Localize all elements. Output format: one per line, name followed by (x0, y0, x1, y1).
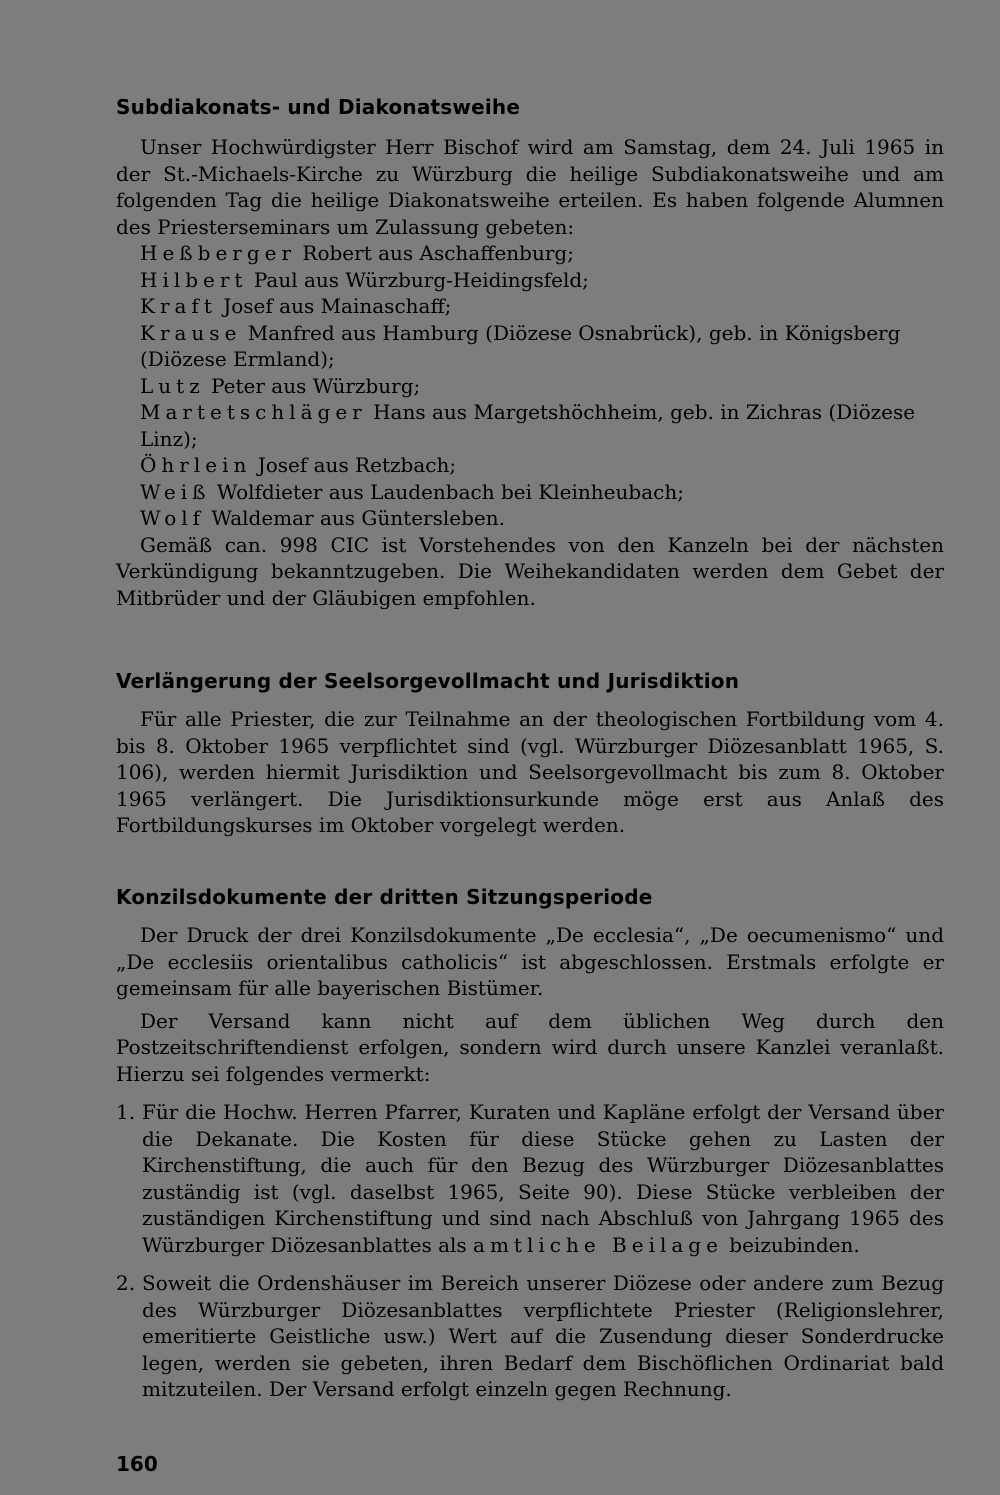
candidate-entry: Weiß Wolfdieter aus Laudenbach bei Kleinheubach; (140, 479, 684, 504)
list-item: 1. Für die Hochw. Herren Pfarrer, Kuraten und Kapläne erfolgt der Versand über die Dekanate. Die Kosten für diese Stücke gehen zu Lasten der Kirchenstiftung, die auch für den Bezug des Würzburger Diözesanblattes zuständig ist (vgl. daselbst 1965, Seite 90). Diese Stücke verbleiben der zuständigen Kirchenstiftung und sind nach Abschluß von Jahrgang 1965 des Würzburger Diözesanblattes als amtliche Beilage beizubinden. (116, 1100, 944, 1257)
intro-paragraph: Unser Hochwürdigster Herr Bischof wird am Samstag, dem 24. Juli 1965 in der St.-Michaels-Kirche zu Würzburg die heilige Subdiakonatsweihe und am folgenden Tag die heilige Diakonatsweihe erteilen. Es haben folgende Alumnen des Priesterseminars um Zulassung gebeten: (116, 135, 944, 239)
candidate-entry: Hilbert Paul aus Würzburg-Heidingsfeld; (140, 267, 589, 292)
candidate-entry: Krause Manfred aus Hamburg (Diözese Osnabrück), geb. in Königsberg (Diözese Ermland); (140, 320, 901, 371)
instruction-list (116, 1099, 944, 1403)
candidate-entry: Öhrlein Josef aus Retzbach; (140, 453, 457, 477)
page-number: 160 (116, 1452, 158, 1476)
section-council-documents (116, 884, 944, 1403)
council-paragraph-1: Der Druck der drei Konzilsdokumente „De ecclesia“, „De oecumenismo“ und „De ecclesiis orientalibus catholicis“ ist abgeschlossen. Erstmals erfolgte er gemeinsam für alle bayerischen Bistümer. (116, 923, 944, 1000)
council-paragraph-2: Der Versand kann nicht auf dem üblichen Weg durch den Postzeitschriftendienst erfolgen, sondern wird durch unsere Kanzlei veranlaßt. Hierzu sei folgendes vermerkt: (116, 1008, 944, 1086)
closing-paragraph: Gemäß can. 998 CIC ist Vorstehendes von den Kanzeln bei der nächsten Verkündigung bekanntzugeben. Die Weihekandidaten werden dem Gebet der Mitbrüder und der Gläubigen empfohlen. (116, 532, 944, 610)
candidate-entry: Heßberger Robert aus Aschaffenburg; (140, 241, 574, 265)
section-heading: Subdiakonats- und Diakonatsweihe (116, 95, 521, 119)
list-number: 1. (116, 1100, 136, 1124)
spaced-emphasis: amtliche Beilage (473, 1232, 723, 1257)
section-ordination (116, 94, 944, 611)
section-jurisdiction (116, 668, 944, 839)
list-item: 2. Soweit die Ordenshäuser im Bereich unserer Diözese oder andere zum Bezug des Würzburger Diözesanblattes verpflichtete Priester (Religionslehrer, emeritierte Geistliche usw.) Wert auf die Zusendung dieser Sonderdrucke legen, werden sie gebeten, ihren Bedarf dem Bischöflichen Ordinariat bald mitzuteilen. Der Versand erfolgt einzeln gegen Rechnung. (116, 1271, 944, 1401)
candidate-entry: Martetschläger Hans aus Margetshöchheim, geb. in Zichras (Diözese Linz); (140, 400, 916, 451)
candidate-entry: Lutz Peter aus Würzburg; (140, 373, 421, 398)
candidate-list (116, 240, 944, 532)
section-heading: Verlängerung der Seelsorgevollmacht und Jurisdiktion (116, 669, 740, 693)
list-number: 2. (116, 1271, 136, 1295)
candidate-entry: Kraft Josef aus Mainaschaff; (140, 294, 452, 318)
jurisdiction-paragraph: Für alle Priester, die zur Teilnahme an der theologischen Fortbildung vom 4. bis 8. Oktober 1965 verpflichtet sind (vgl. Würzburger Diözesanblatt 1965, S. 106), werden hiermit Jurisdiktion und Seelsorgevollmacht bis zum 8. Oktober 1965 verlängert. Die Jurisdiktionsurkunde möge erst aus Anlaß des Fortbildungskurses im Oktober vorgelegt werden. (116, 707, 944, 837)
candidate-entry: Wolf Waldemar aus Güntersleben. (140, 506, 505, 530)
section-heading: Konzilsdokumente der dritten Sitzungsperiode (116, 885, 653, 909)
